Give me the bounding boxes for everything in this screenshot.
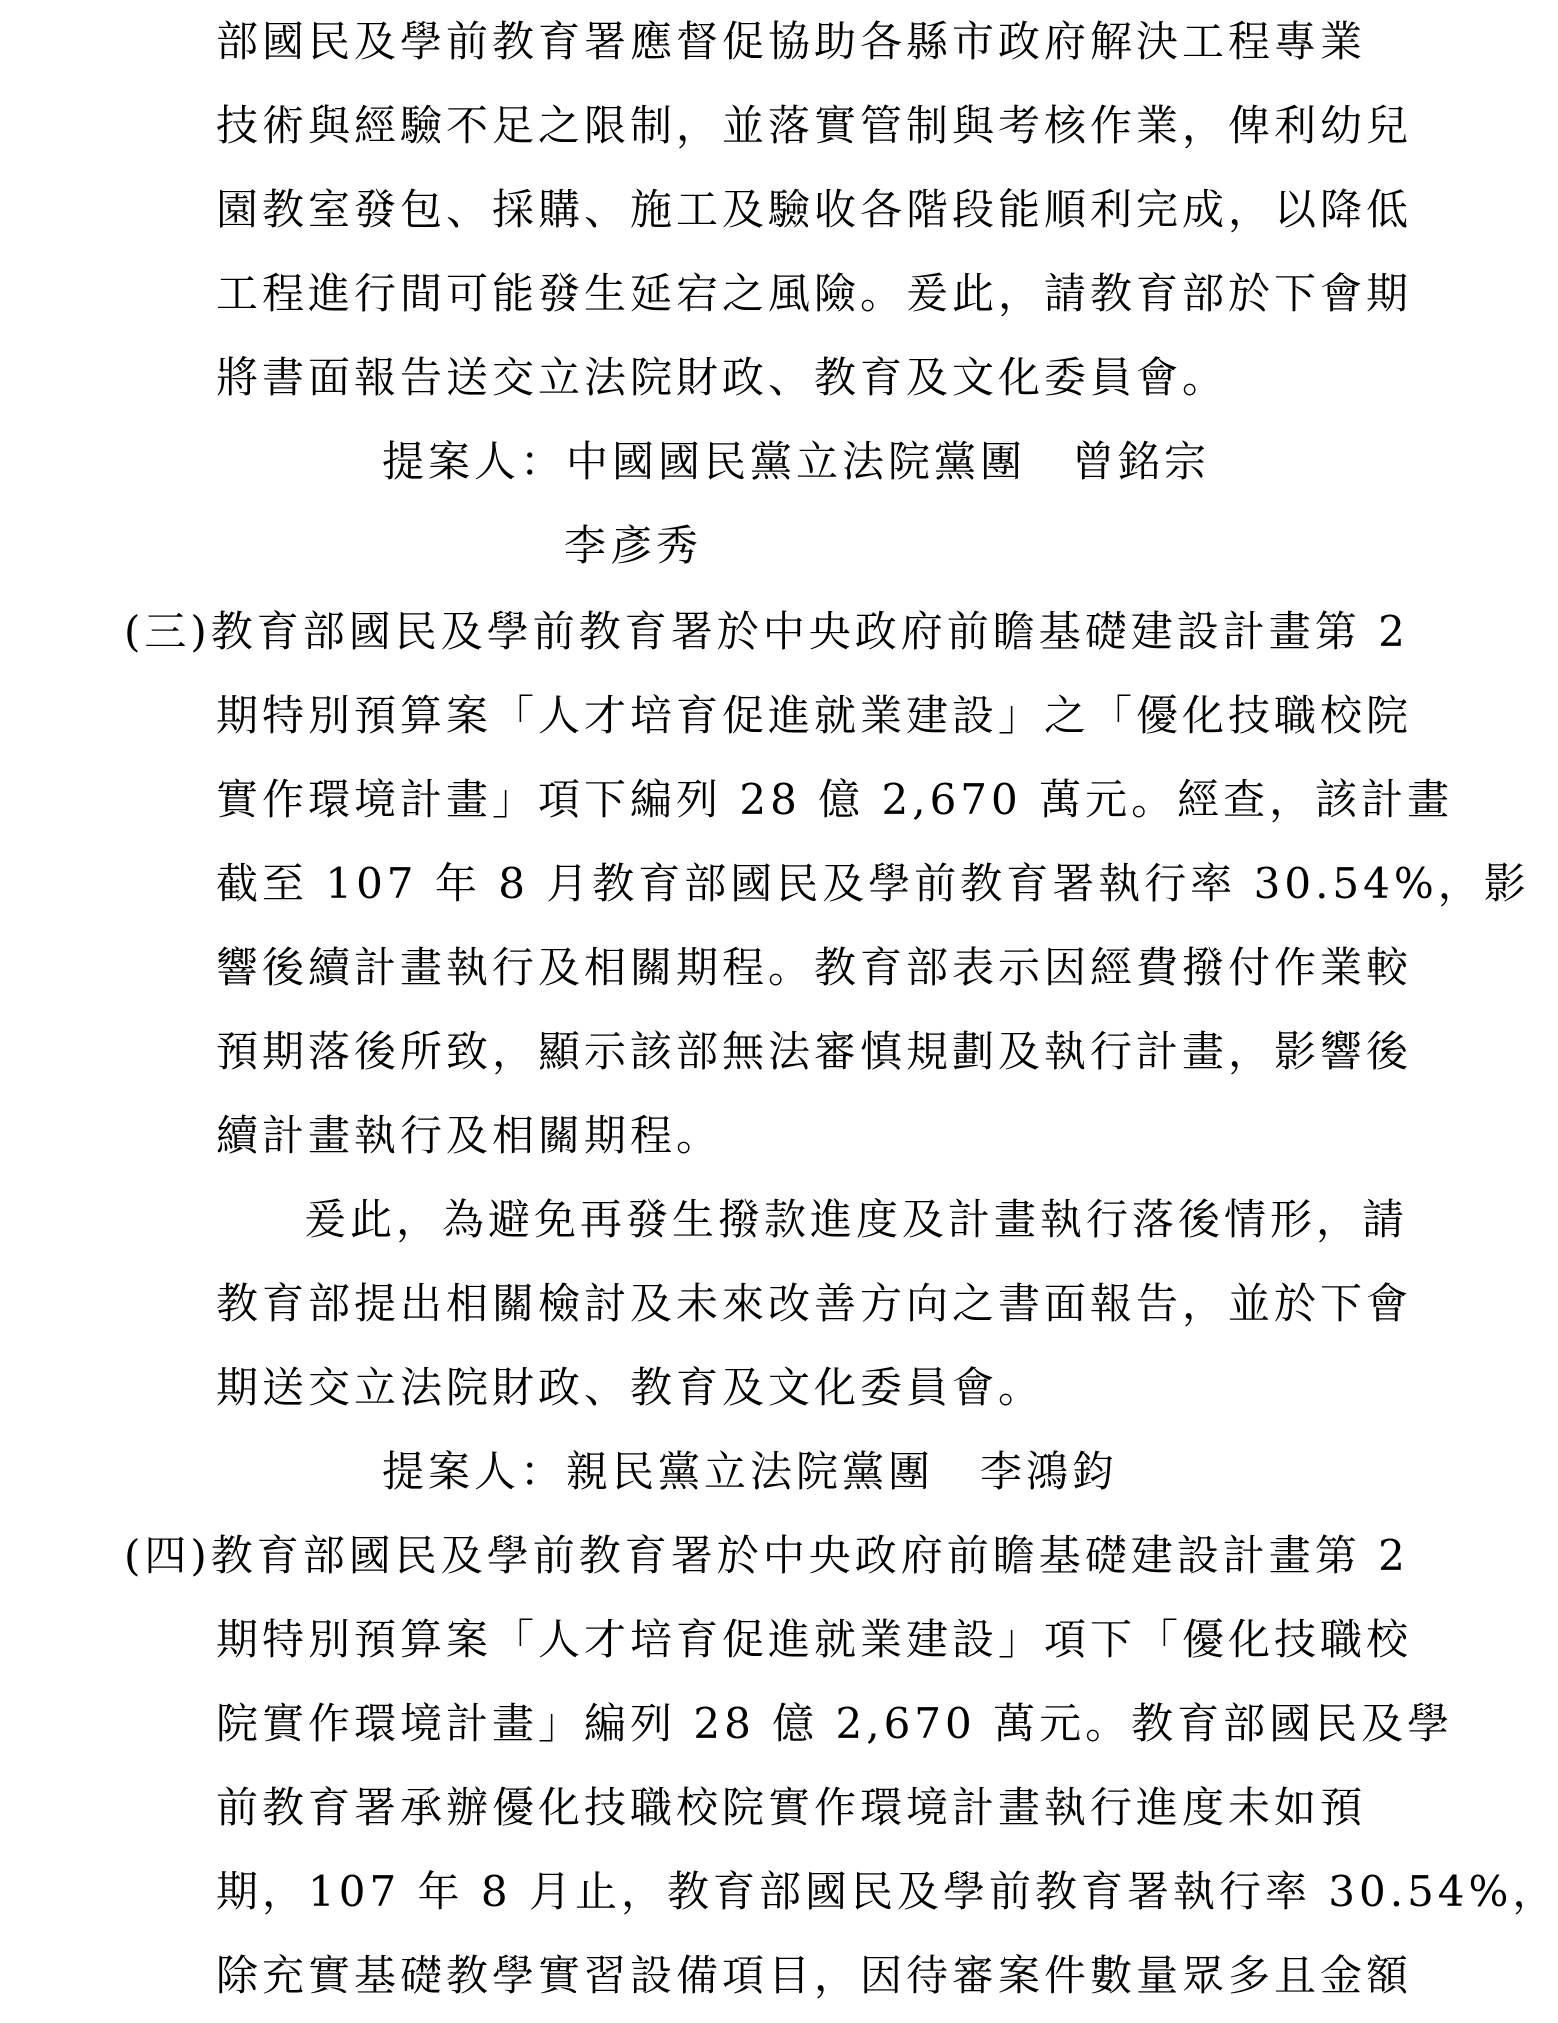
text-line: 響後續計畫執行及相關期程。教育部表示因經費撥付作業較 xyxy=(216,943,1413,992)
text-line: 期，107 年 8 月止，教育部國民及學前教育署執行率 30.54%， xyxy=(216,1867,1558,1916)
text-line: 教育部提出相關檢討及未來改善方向之書面報告，並於下會 xyxy=(216,1279,1413,1328)
text-line: 爰此，為避免再發生撥款進度及計畫執行落後情形，請 xyxy=(304,1195,1409,1244)
proposer-signature: 提案人：中國國民黨立法院黨團 曾銘宗 xyxy=(382,437,1211,486)
item-heading-line: (四)教育部國民及學前教育署於中央政府前瞻基礎建設計畫第 2 xyxy=(124,1531,1409,1580)
text-line: 續計畫執行及相關期程。 xyxy=(216,1111,723,1160)
text-line: 期送交立法院財政、教育及文化委員會。 xyxy=(216,1363,1045,1412)
proposer-signature-continued: 李彥秀 xyxy=(564,521,703,570)
text-line: 前教育署承辦優化技職校院實作環境計畫執行進度未如預 xyxy=(216,1783,1367,1832)
text-line: 預期落後所致，顯示該部無法審慎規劃及執行計畫，影響後 xyxy=(216,1027,1413,1076)
text-line: 截至 107 年 8 月教育部國民及學前教育署執行率 30.54%，影 xyxy=(216,859,1530,908)
text-line: 期特別預算案「人才培育促進就業建設」項下「優化技職校 xyxy=(216,1615,1413,1664)
item-heading-line: (三)教育部國民及學前教育署於中央政府前瞻基礎建設計畫第 2 xyxy=(124,607,1409,656)
text-line: 部國民及學前教育署應督促協助各縣市政府解決工程專業 xyxy=(216,17,1367,66)
text-line: 園教室發包、採購、施工及驗收各階段能順利完成，以降低 xyxy=(216,185,1413,234)
text-line: 將書面報告送交立法院財政、教育及文化委員會。 xyxy=(216,353,1229,402)
text-line: 實作環境計畫」項下編列 28 億 2,670 萬元。經查，該計畫 xyxy=(216,775,1454,824)
proposer-signature: 提案人：親民黨立法院黨團 李鴻鈞 xyxy=(382,1447,1119,1496)
text-line: 技術與經驗不足之限制，並落實管制與考核作業，俾利幼兒 xyxy=(216,101,1413,150)
text-line: 期特別預算案「人才培育促進就業建設」之「優化技職校院 xyxy=(216,691,1413,740)
text-line: 工程進行間可能發生延宕之風險。爰此，請教育部於下會期 xyxy=(216,269,1413,318)
text-line: 院實作環境計畫」編列 28 億 2,670 萬元。教育部國民及學 xyxy=(216,1699,1454,1748)
text-line: 除充實基礎教學實習設備項目，因待審案件數量眾多且金額 xyxy=(216,1951,1413,2000)
